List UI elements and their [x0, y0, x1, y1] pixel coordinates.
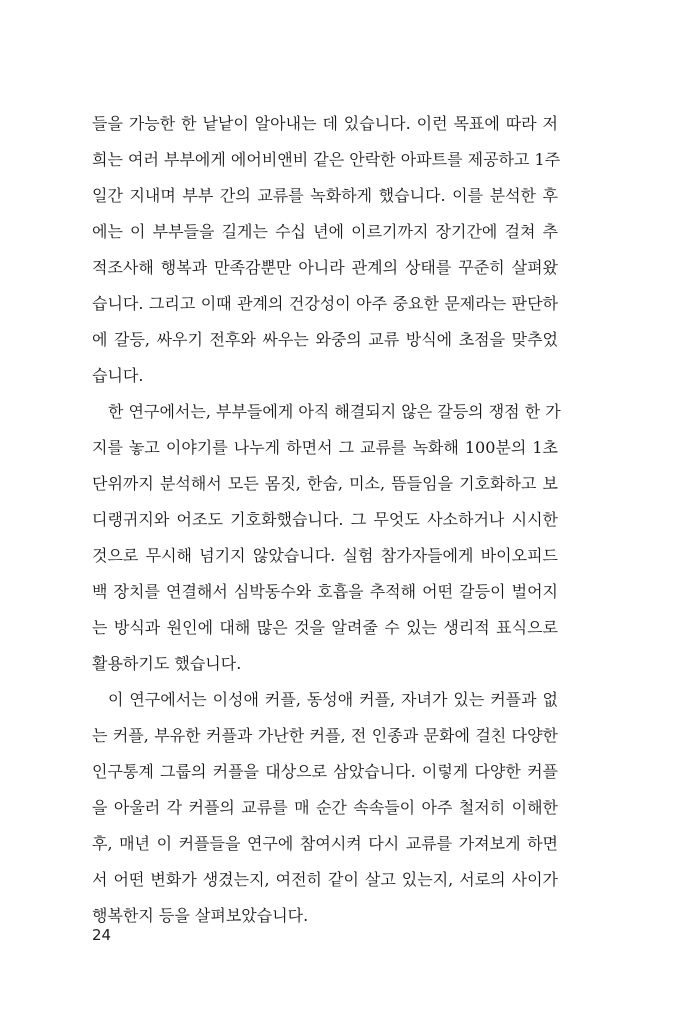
text-line: 을 아울러 각 커플의 교류를 매 순간 속속들이 아주 철저히 이해한: [92, 798, 558, 817]
text-line: 백 장치를 연결해서 심박동수와 호흡을 추적해 어떤 갈등이 벌어지: [92, 582, 558, 601]
paragraph-2: [92, 394, 561, 682]
text-line: 는 방식과 원인에 대해 많은 것을 알려줄 수 있는 생리적 표식으로: [92, 618, 558, 637]
text-line: 후, 매년 이 커플들을 연구에 참여시켜 다시 교류를 가져보게 하면: [92, 834, 558, 853]
text-line: 행복한지 등을 살펴보았습니다.: [92, 906, 309, 925]
paragraph-3: [92, 682, 558, 934]
text-line: 들을 가능한 한 낱낱이 알아내는 데 있습니다. 이런 목표에 따라 저: [92, 114, 558, 133]
text-line: 활용하기도 했습니다.: [92, 654, 242, 673]
text-line: 희는 여러 부부에게 에어비앤비 같은 안락한 아파트를 제공하고 1주: [92, 150, 561, 169]
paragraph-1: [92, 106, 561, 394]
text-line: 디랭귀지와 어조도 기호화했습니다. 그 무엇도 사소하거나 시시한: [92, 510, 558, 529]
text-line: 한 연구에서는, 부부들에게 아직 해결되지 않은 갈등의 쟁점 한 가: [108, 402, 561, 421]
text-line: 단위까지 분석해서 모든 몸짓, 한숨, 미소, 뜸들임을 기호화하고 보: [92, 474, 558, 493]
text-line: 에는 이 부부들을 길게는 수십 년에 이르기까지 장기간에 걸쳐 추: [92, 222, 558, 241]
text-line: 일간 지내며 부부 간의 교류를 녹화하게 했습니다. 이를 분석한 후: [92, 186, 558, 205]
text-line: 것으로 무시해 넘기지 않았습니다. 실험 참가자들에게 바이오피드: [92, 546, 558, 565]
text-line: 는 커플, 부유한 커플과 가난한 커플, 전 인종과 문화에 걸친 다양한: [92, 726, 558, 745]
text-line: 습니다.: [92, 366, 144, 385]
text-line: 서 어떤 변화가 생겼는지, 여전히 같이 살고 있는지, 서로의 사이가: [92, 870, 558, 889]
text-line: 적조사해 행복과 만족감뿐만 아니라 관계의 상태를 꾸준히 살펴왔: [92, 258, 558, 277]
text-line: 인구통계 그룹의 커플을 대상으로 삼았습니다. 이렇게 다양한 커플: [92, 762, 558, 781]
text-line: 습니다. 그리고 이때 관계의 건강성이 아주 중요한 문제라는 판단하: [92, 294, 558, 313]
text-line: 지를 놓고 이야기를 나누게 하면서 그 교류를 녹화해 100분의 1초: [92, 438, 558, 457]
text-line: 에 갈등, 싸우기 전후와 싸우는 와중의 교류 방식에 초점을 맞추었: [92, 330, 558, 349]
text-line: 이 연구에서는 이성애 커플, 동성애 커플, 자녀가 있는 커플과 없: [108, 690, 558, 709]
book-page: [92, 106, 561, 934]
page-number: 24: [92, 926, 112, 944]
